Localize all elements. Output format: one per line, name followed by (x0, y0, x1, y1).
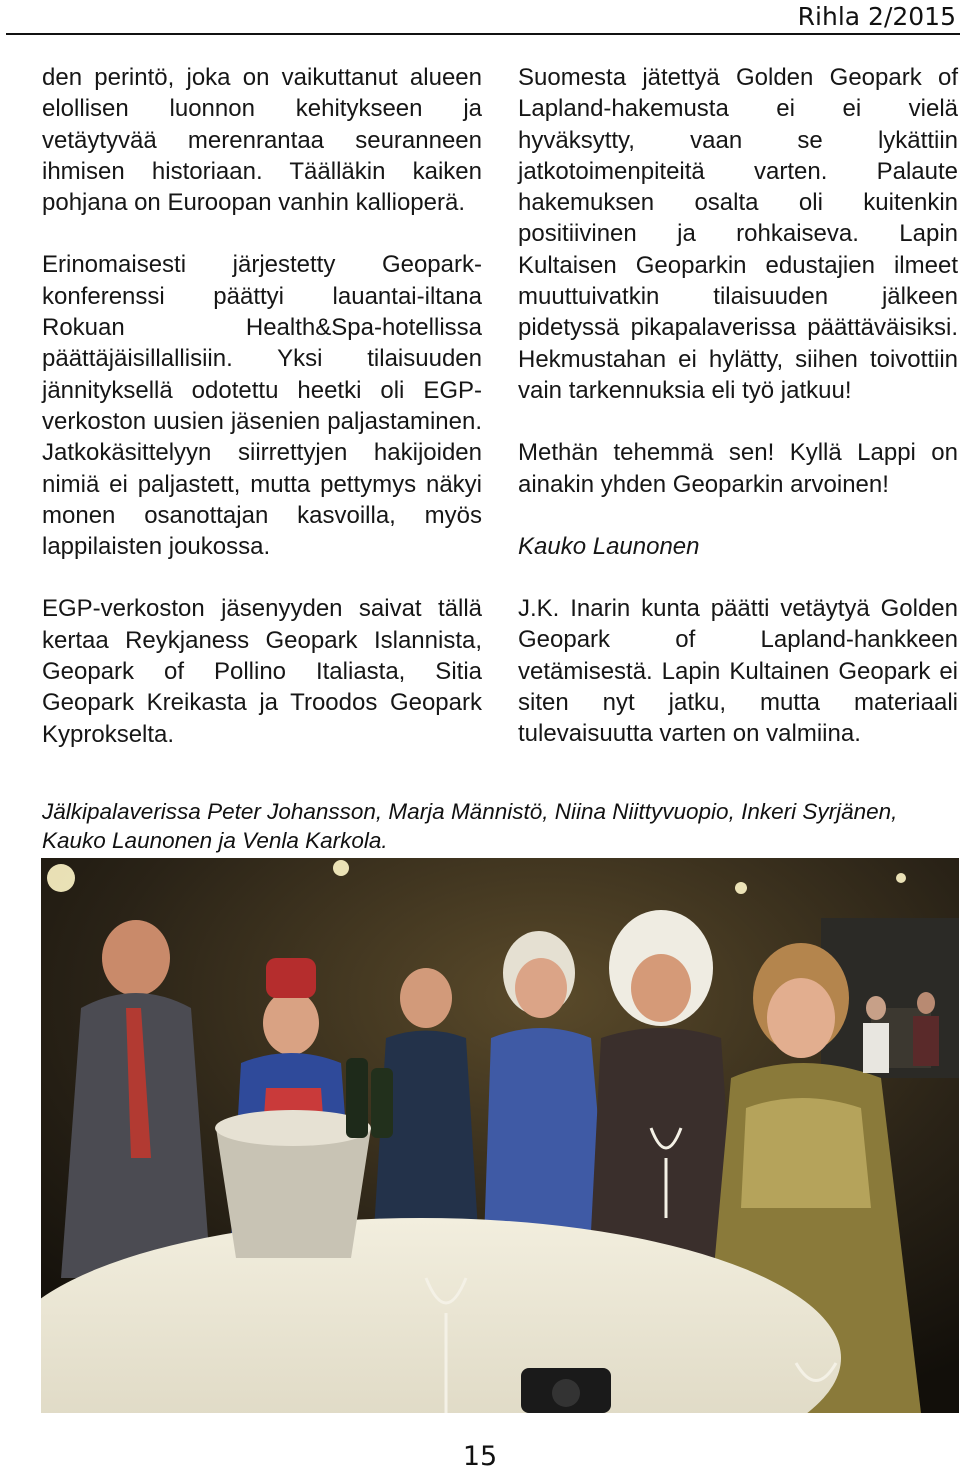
paragraph: den perintö, joka on vaikuttanut alueen elollisen luonnon kehitykseen ja vetäytyvää merenrantaa seuranneen ihmisen historiaan. Täälläkin kaiken pohjana on Euroopan vanhin kallioperä. (42, 64, 482, 217)
postscript-paragraph: J.K. Inarin kunta päätti vetäytyä Golden Geopark of Lapland-hankkeen vetämisestä. Lapin Kultainen Geopark ei siten nyt jatku, mutta materiaali tulevaisuutta varten on valmiina. (518, 595, 958, 748)
photo-caption: Jälkipalaverissa Peter Johansson, Marja Männistö, Niina Niittyvuopio, Inkeri Syrjänen, Kauko Launonen ja Venla Karkola. (42, 799, 898, 853)
paragraph: Erinomaisesti järjestetty Geopark-konferenssi päättyi lauantai-iltana Rokuan Health&Spa-hotellissa päättäjäisillallisiin. Yksi tilaisuuden jännityksellä odotettu heetki oli EGP-verkoston uusien jäsenien paljastaminen. Jatkokäsittelyyn siirrettyjen hakijoiden nimiä ei paljastett, mutta pettymys näkyi monen osanottajan kasvoilla, myös lappilaisten joukossa. (42, 251, 482, 561)
paragraph: Methän tehemmä sen! Kyllä Lappi on ainakin yhden Geoparkin arvoinen! (518, 439, 958, 498)
header-rule (6, 33, 960, 35)
paragraph: EGP-verkoston jäsenyyden saivat tällä kertaa Reykjaness Geopark Islannista, Geopark of Pollino Italiasta, Sitia Geopark Kreikasta ja Troodos Geopark Kyprokselta. (42, 595, 482, 748)
page-header (0, 0, 960, 36)
magazine-issue-title: Rihla 2/2015 (797, 2, 956, 31)
group-photo-illustration (41, 858, 959, 1413)
right-text-column (518, 62, 958, 750)
author-signature: Kauko Launonen (518, 532, 700, 560)
left-text-column (42, 62, 482, 750)
paragraph: Suomesta jätettyä Golden Geopark of Lapland-hakemusta ei ei vielä hyväksytty, vaan se lykättiin jatkotoimenpiteitä varten. Palaute hakemuksen osalta oli kuitenkin positiivinen ja rohkaiseva. Lapin Kultaisen Geoparkin edustajien ilmeet muuttuivatkin tilaisuuden jälkeen pidetyssä pikapalaverissa päättäväisiksi. Hekmustahan ei hylätty, siihen toivottiin vain tarkennuksia eli työ jatkuu! (518, 64, 958, 404)
page-number: 15 (462, 1441, 498, 1472)
group-photo (41, 858, 959, 1413)
